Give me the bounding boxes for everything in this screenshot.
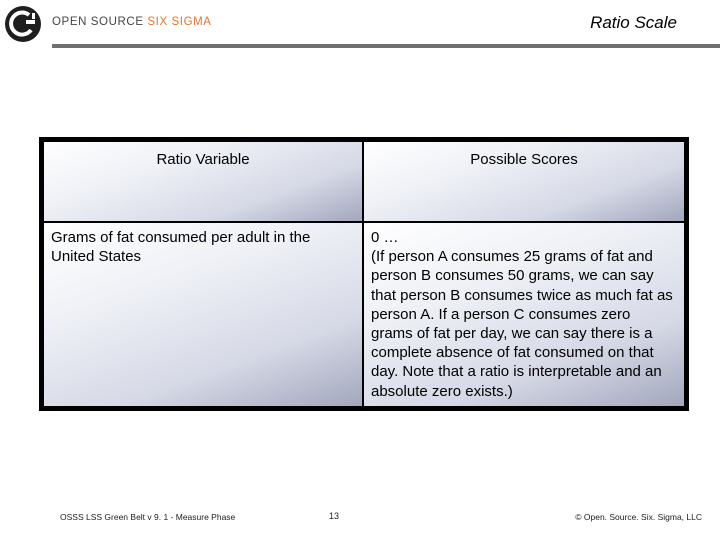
scores-zero-value: 0 …	[371, 229, 399, 246]
slide-title: Ratio Scale	[590, 13, 677, 32]
column-header-possible-scores: Possible Scores	[364, 142, 684, 221]
logo-wordmark	[52, 16, 212, 28]
footer-copyright: © Open. Source. Six. Sigma, LLC	[575, 512, 702, 522]
footer-page-number: 13	[329, 511, 340, 521]
logo-wordmark-accent: SIX SIGMA	[147, 16, 212, 28]
scores-explanation: (If person A consumes 25 grams of fat and person B consumes 50 grams, we can say that person B consumes twice as much fat as person A. If a person C consumes zero grams of fat per day, we can say there is a complete absence of fat consumed on that day. Note that a ratio is interpretable and an absolute zero exists.)	[371, 248, 673, 400]
column-header-ratio-variable: Ratio Variable	[44, 142, 362, 221]
header-divider	[52, 44, 720, 48]
logo-wordmark-primary: OPEN SOURCE	[52, 16, 148, 28]
footer-course-label: OSSS LSS Green Belt v 9. 1 - Measure Phase	[60, 512, 236, 522]
table-cell-possible-scores	[364, 223, 684, 406]
open-source-six-sigma-logo-icon	[4, 5, 42, 43]
table-cell-variable: Grams of fat consumed per adult in the United States	[44, 223, 362, 406]
